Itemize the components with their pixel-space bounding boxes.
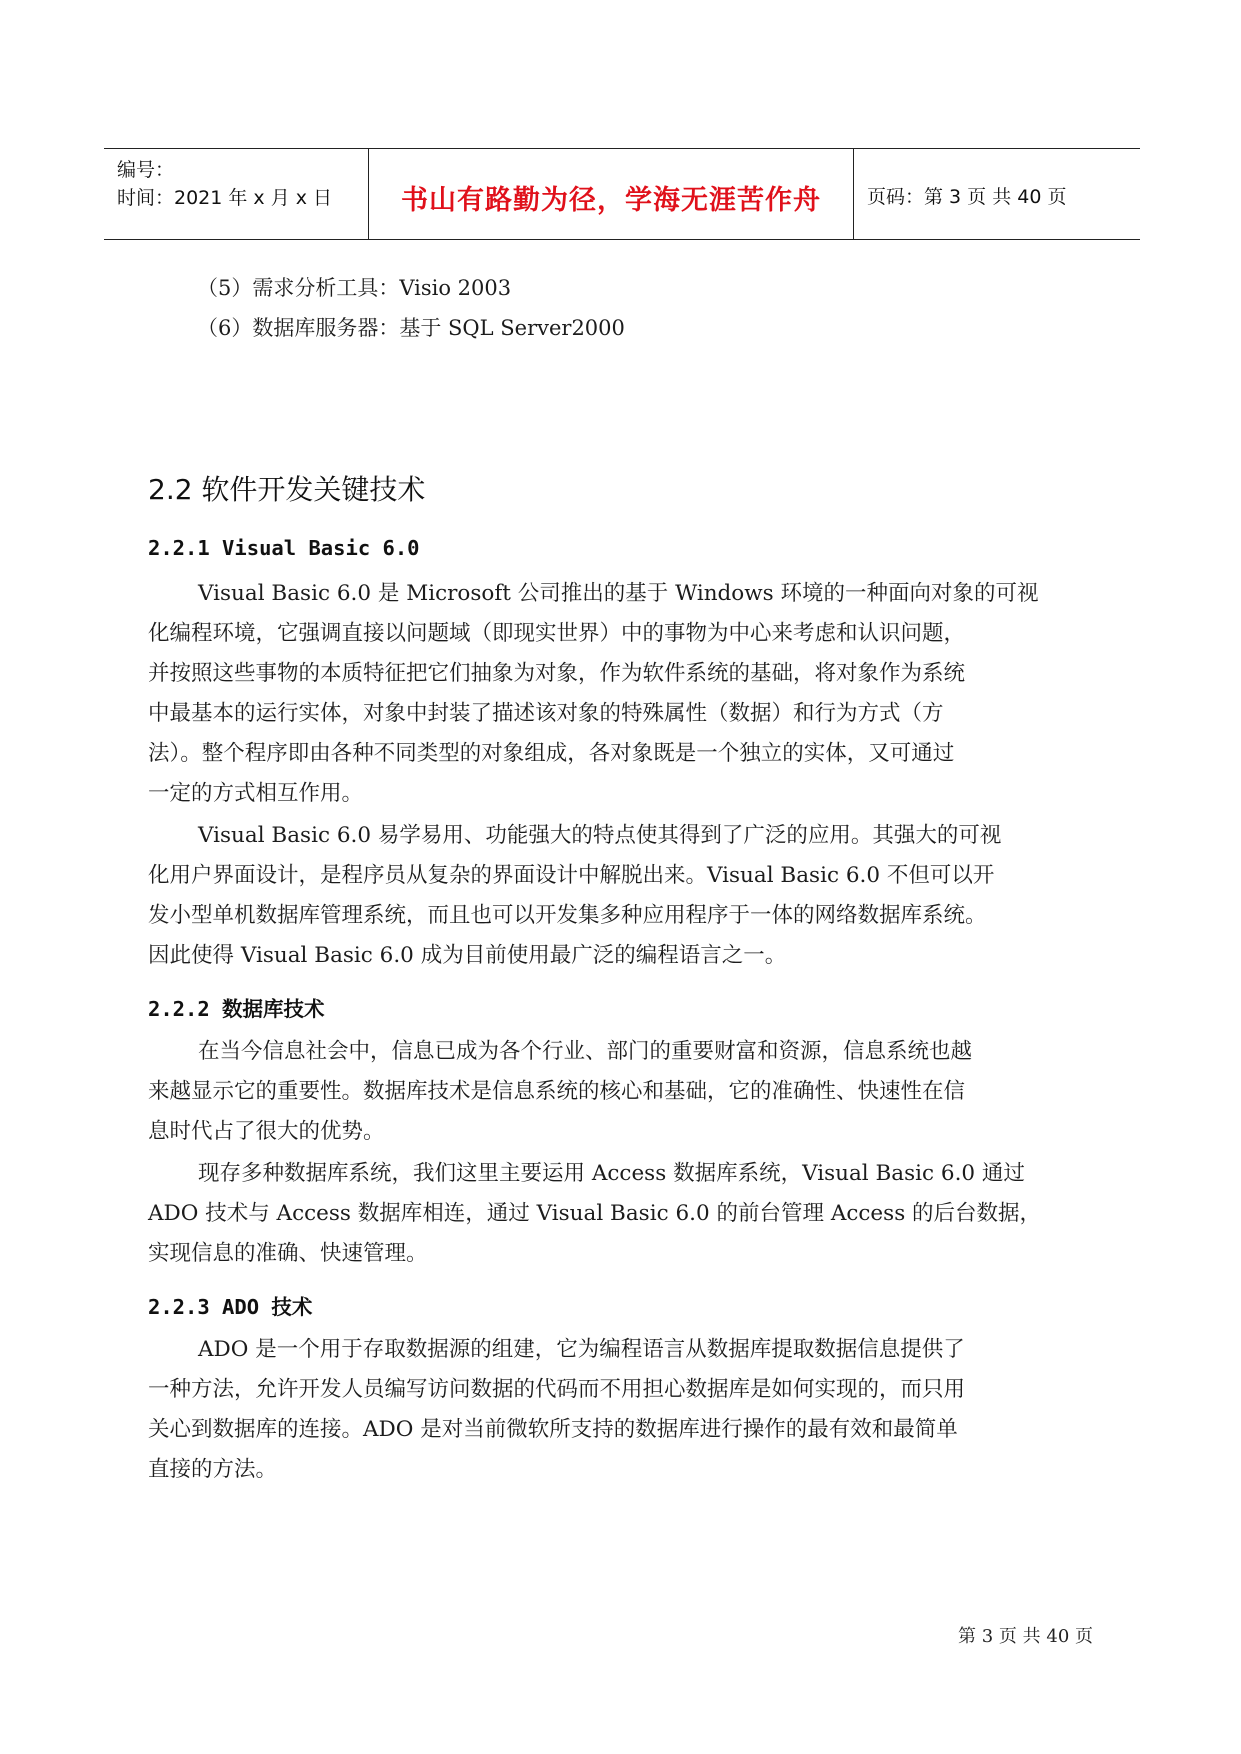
paragraph-line: 法）。整个程序即由各种不同类型的对象组成，各对象既是一个独立的实体，又可通过 — [148, 741, 955, 766]
section-heading: 2.2 软件开发关键技术 — [148, 473, 426, 506]
paragraph-line: Visual Basic 6.0 易学易用、功能强大的特点使其得到了广泛的应用。其强大的可视 — [198, 823, 1002, 848]
paragraph-line: 因此使得 Visual Basic 6.0 成为目前使用最广泛的编程语言之一。 — [148, 943, 787, 968]
subsection-heading: 2.2.2 数据库技术 — [148, 997, 325, 1021]
tool-item: （6）数据库服务器：基于 SQL Server2000 — [197, 316, 625, 340]
paragraph-line: 现存多种数据库系统，我们这里主要运用 Access 数据库系统，Visual Basic 6.0 通过 — [198, 1161, 1025, 1186]
paragraph-line: 息时代占了很大的优势。 — [148, 1119, 385, 1144]
document-number-label: 编号： — [117, 159, 175, 181]
paragraph-line: 中最基本的运行实体，对象中封装了描述该对象的特殊属性（数据）和行为方式（方 — [148, 701, 944, 726]
header-motto-cell — [368, 149, 854, 239]
paragraph-line: 在当今信息社会中，信息已成为各个行业、部门的重要财富和资源，信息系统也越 — [198, 1039, 973, 1064]
paragraph-line: 来越显示它的重要性。数据库技术是信息系统的核心和基础，它的准确性、快速性在信 — [148, 1079, 966, 1104]
header-info-cell — [104, 149, 368, 239]
paragraph-line: 化编程环境，它强调直接以问题域（即现实世界）中的事物为中心来考虑和认识问题， — [148, 621, 966, 646]
paragraph-line: 化用户界面设计，是程序员从复杂的界面设计中解脱出来。Visual Basic 6.0 不但可以开 — [148, 863, 995, 888]
header-motto: 书山有路勤为径，学海无涯苦作舟 — [401, 185, 821, 216]
paragraph-line: 关心到数据库的连接。ADO 是对当前微软所支持的数据库进行操作的最有效和最简单 — [148, 1417, 958, 1442]
paragraph-line: 直接的方法。 — [148, 1457, 278, 1482]
paragraph-line: 一种方法，允许开发人员编写访问数据的代码而不用担心数据库是如何实现的，而只用 — [148, 1377, 966, 1402]
paragraph-line: 实现信息的准确、快速管理。 — [148, 1241, 428, 1266]
page-footer-number: 第 3 页 共 40 页 — [958, 1626, 1093, 1647]
page-header — [104, 148, 1140, 240]
paragraph-line: ADO 技术与 Access 数据库相连，通过 Visual Basic 6.0 的前台管理 Access 的后台数据， — [148, 1201, 1042, 1226]
paragraph-line: 发小型单机数据库管理系统，而且也可以开发集多种应用程序于一体的网络数据库系统。 — [148, 903, 987, 928]
document-date: 时间：2021 年 x 月 x 日 — [117, 187, 333, 209]
paragraph-line: ADO 是一个用于存取数据源的组建，它为编程语言从数据库提取数据信息提供了 — [198, 1337, 965, 1362]
subsection-heading: 2.2.1 Visual Basic 6.0 — [148, 536, 420, 560]
paragraph-line: 一定的方式相互作用。 — [148, 781, 364, 806]
paragraph-line: 并按照这些事物的本质特征把它们抽象为对象，作为软件系统的基础，将对象作为系统 — [148, 661, 966, 686]
paragraph-line: Visual Basic 6.0 是 Microsoft 公司推出的基于 Windows 环境的一种面向对象的可视 — [198, 581, 1039, 606]
header-page-cell — [854, 149, 1140, 239]
subsection-heading: 2.2.3 ADO 技术 — [148, 1295, 313, 1319]
tool-item: （5）需求分析工具：Visio 2003 — [197, 276, 512, 300]
header-page-number: 页码：第 3 页 共 40 页 — [867, 186, 1067, 208]
